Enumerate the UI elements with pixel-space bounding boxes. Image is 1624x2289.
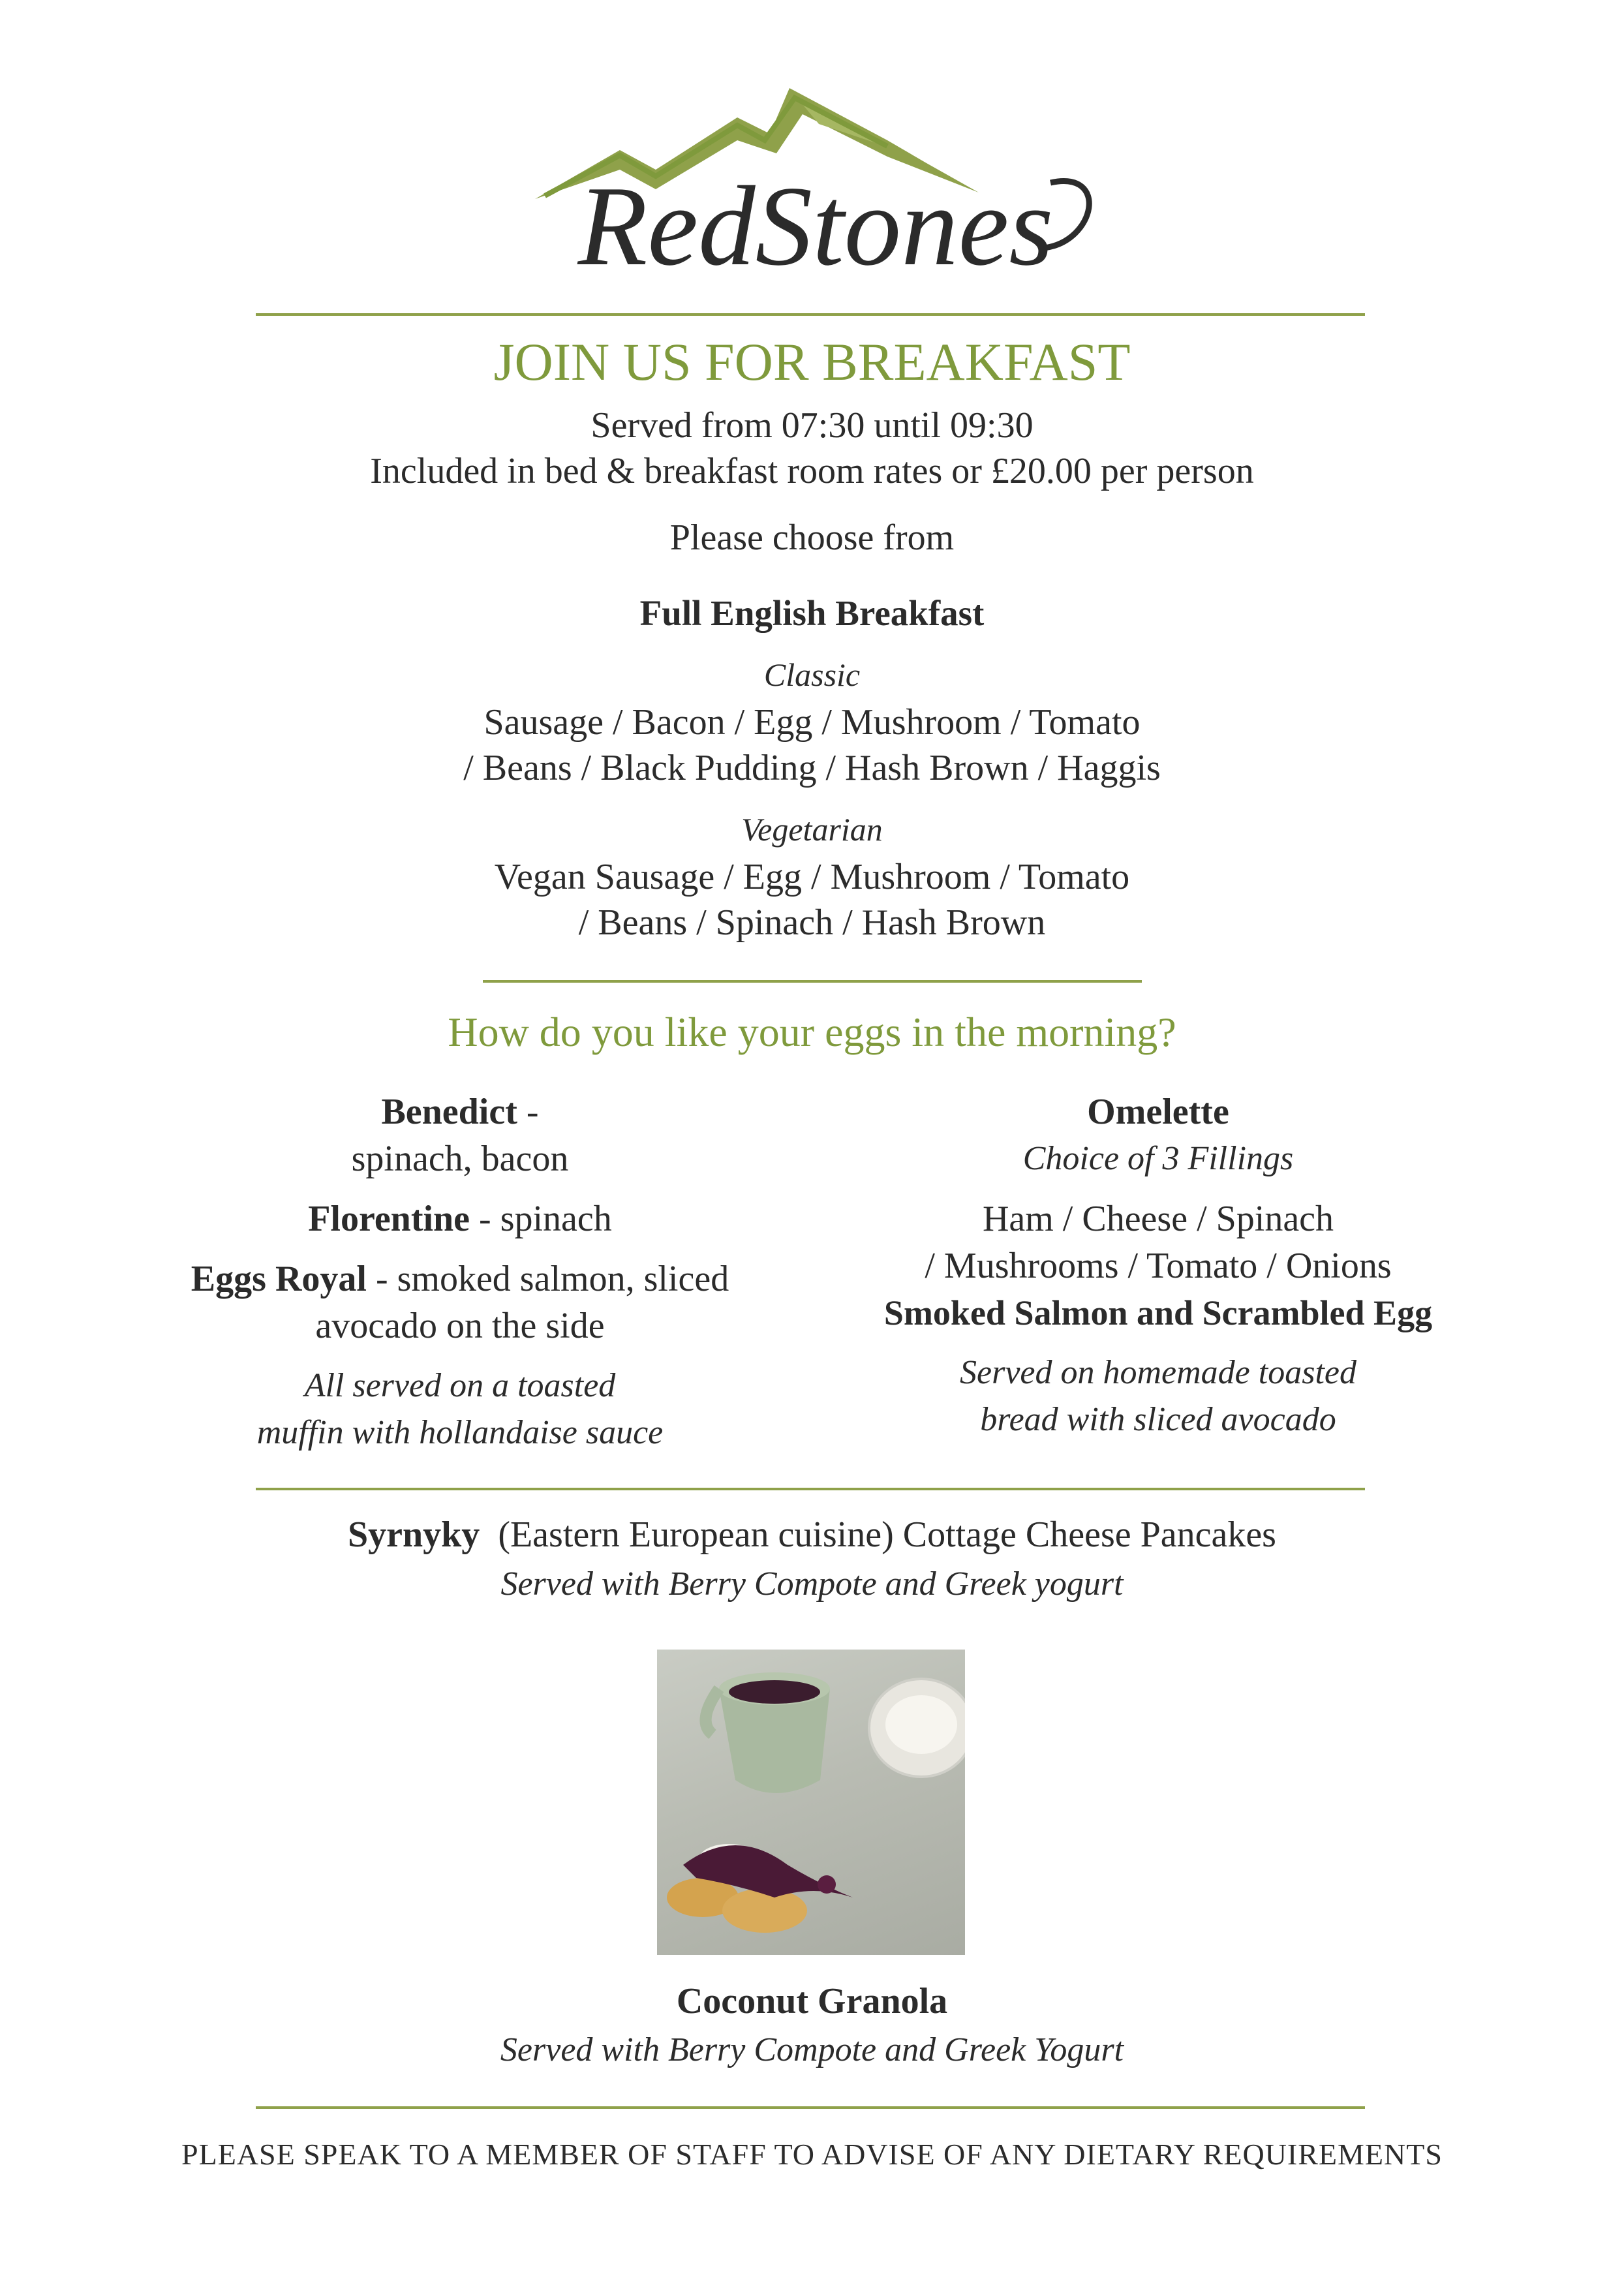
top-divider: [256, 313, 1365, 316]
fillings-line-2: / Mushrooms / Tomato / Onions: [925, 1246, 1392, 1286]
middle-divider: [483, 980, 1142, 983]
vegetarian-line-1: Vegan Sausage / Egg / Mushroom / Tomato: [494, 857, 1130, 897]
classic-line-1: Sausage / Bacon / Egg / Mushroom / Tomato: [483, 702, 1141, 743]
syrnyky-name: Syrnyky: [348, 1514, 480, 1555]
royal-desc-2: avocado on the side: [315, 1306, 605, 1346]
eggs-left-column: [130, 1088, 789, 1456]
syrnyky-line: [0, 1514, 1624, 1556]
vegetarian-line-2: / Beans / Spinach / Hash Brown: [578, 902, 1046, 943]
classic-line-2: / Beans / Black Pudding / Hash Brown / Haggis: [463, 748, 1161, 788]
mountain-logo-icon: [522, 78, 1109, 294]
eggs-right-column: [829, 1088, 1488, 1443]
benedict-desc: spinach, bacon: [351, 1139, 569, 1179]
syrnyky-served: Served with Berry Compote and Greek yogurt: [500, 1565, 1124, 1603]
serving-hours: Served from 07:30 until 09:30: [590, 405, 1034, 446]
syrnyky-desc: (Eastern European cuisine) Cottage Cheese Pancakes: [480, 1514, 1276, 1555]
syrnyky-photo: [657, 1650, 965, 1955]
lower-divider: [256, 1488, 1365, 1490]
right-note-1: Served on homemade toasted: [960, 1354, 1356, 1391]
fillings-line-1: Ham / Cheese / Spinach: [982, 1199, 1334, 1239]
left-note-2: muffin with hollandaise sauce: [256, 1414, 664, 1451]
benedict-dash: -: [517, 1092, 539, 1132]
benedict-item: [130, 1088, 789, 1135]
dietary-notice: PLEASE SPEAK TO A MEMBER OF STAFF TO ADVISE OF ANY DIETARY REQUIREMENTS: [181, 2138, 1443, 2171]
granola-name: Coconut Granola: [676, 1981, 948, 2021]
vegetarian-label: Vegetarian: [741, 811, 883, 848]
florentine-name: Florentine: [308, 1199, 470, 1239]
choose-prompt: Please choose from: [669, 517, 955, 558]
royal-name: Eggs Royal: [191, 1259, 367, 1299]
full-english-title: Full English Breakfast: [639, 593, 985, 633]
florentine-item: [130, 1195, 789, 1242]
right-note-2: bread with sliced avocado: [980, 1401, 1336, 1438]
royal-item: [130, 1255, 789, 1302]
redstones-logo: [522, 78, 1109, 294]
omelette-note: Choice of 3 Fillings: [1022, 1140, 1294, 1177]
smoked-salmon-name: Smoked Salmon and Scrambled Egg: [883, 1293, 1433, 1332]
benedict-name: Benedict: [381, 1092, 517, 1132]
page-title: JOIN US FOR BREAKFAST: [493, 332, 1131, 392]
florentine-desc: - spinach: [470, 1199, 612, 1239]
eggs-heading: How do you like your eggs in the morning?: [448, 1009, 1176, 1055]
granola-served: Served with Berry Compote and Greek Yogurt: [500, 2031, 1124, 2068]
svg-text:RedStones: RedStones: [577, 162, 1054, 289]
omelette-name: Omelette: [1087, 1092, 1229, 1132]
classic-label: Classic: [763, 656, 861, 693]
royal-desc-1: - smoked salmon, sliced: [366, 1259, 729, 1299]
price-info: Included in bed & breakfast room rates or £20.00 per person: [370, 451, 1254, 491]
left-note-1: All served on a toasted: [304, 1367, 616, 1404]
bottom-divider: [256, 2106, 1365, 2109]
